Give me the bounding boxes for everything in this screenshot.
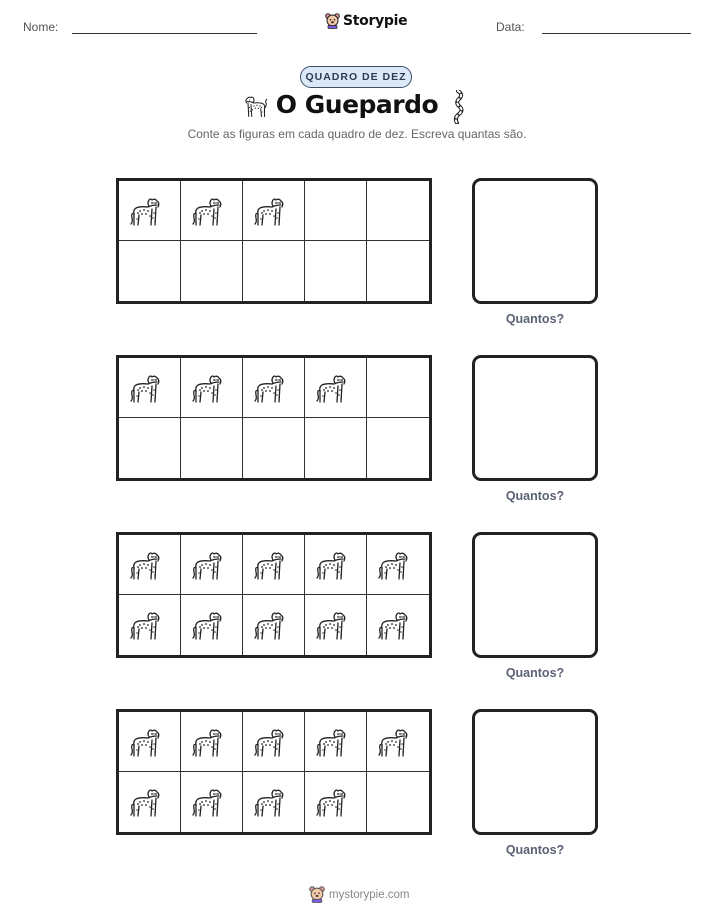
ten-frame-cell xyxy=(305,535,367,595)
ten-frame-cell xyxy=(305,358,367,418)
cheetah-tail-icon xyxy=(451,90,465,124)
cheetah-icon xyxy=(254,192,294,230)
ten-frame-cell xyxy=(181,418,243,478)
cheetah-icon xyxy=(130,783,170,821)
ten-frame-cell xyxy=(243,181,305,241)
cheetah-icon xyxy=(130,606,170,644)
ten-frame-cell xyxy=(119,418,181,478)
footer-url: mystorypie.com xyxy=(329,888,410,901)
answer-label: Quantos? xyxy=(505,843,565,857)
ten-frame-cell xyxy=(367,595,429,655)
brand-name: Storypie xyxy=(343,13,408,29)
ten-frame-cell xyxy=(119,772,181,832)
ten-frame-cell xyxy=(305,772,367,832)
ten-frame-cell xyxy=(181,772,243,832)
answer-box[interactable] xyxy=(472,709,598,835)
cheetah-icon xyxy=(254,546,294,584)
ten-frame-cell xyxy=(119,712,181,772)
answer-label: Quantos? xyxy=(505,489,565,503)
ten-frame-cell xyxy=(119,595,181,655)
answer-label: Quantos? xyxy=(505,312,565,326)
ten-frame-cell xyxy=(243,358,305,418)
ten-frame-cell xyxy=(367,535,429,595)
ten-frame-cell xyxy=(367,772,429,832)
ten-frame-cell xyxy=(181,712,243,772)
cheetah-icon xyxy=(254,723,294,761)
worksheet-title xyxy=(0,90,714,119)
footer xyxy=(309,886,410,903)
storypie-bear-logo-icon xyxy=(325,13,340,29)
date-line[interactable] xyxy=(542,33,691,34)
ten-frame-cell xyxy=(305,418,367,478)
ten-frame-cell xyxy=(367,418,429,478)
ten-frame xyxy=(116,709,432,835)
ten-frame-cell xyxy=(181,595,243,655)
ten-frame-cell xyxy=(305,595,367,655)
ten-frame-cell xyxy=(305,712,367,772)
cheetah-icon xyxy=(192,723,232,761)
instructions: Conte as figuras em cada quadro de dez. Escreva quantas são. xyxy=(187,127,527,141)
ten-frame xyxy=(116,355,432,481)
ten-frame-cell xyxy=(181,358,243,418)
cheetah-icon xyxy=(254,369,294,407)
ten-frame-cell xyxy=(119,181,181,241)
cheetah-icon xyxy=(378,723,418,761)
ten-frame-cell xyxy=(119,358,181,418)
cheetah-icon xyxy=(192,783,232,821)
cheetah-icon xyxy=(130,369,170,407)
storypie-bear-logo-icon xyxy=(309,886,325,903)
title-text: O Guepardo xyxy=(275,90,439,119)
ten-frame xyxy=(116,532,432,658)
ten-frame-cell xyxy=(367,181,429,241)
answer-box[interactable] xyxy=(472,532,598,658)
ten-frame-cell xyxy=(181,535,243,595)
ten-frame-cell xyxy=(119,241,181,301)
cheetah-icon xyxy=(254,783,294,821)
ten-frame-cell xyxy=(305,241,367,301)
ten-frame-cell xyxy=(181,241,243,301)
worksheet-type-badge: QUADRO DE DEZ xyxy=(300,66,412,88)
cheetah-icon xyxy=(378,546,418,584)
ten-frame-cell xyxy=(119,535,181,595)
ten-frame-cell xyxy=(243,241,305,301)
cheetah-icon xyxy=(192,369,232,407)
cheetah-icon xyxy=(378,606,418,644)
cheetah-icon xyxy=(316,369,356,407)
ten-frame-cell xyxy=(367,358,429,418)
ten-frame xyxy=(116,178,432,304)
name-line[interactable] xyxy=(72,33,257,34)
cheetah-icon xyxy=(316,546,356,584)
cheetah-icon xyxy=(192,606,232,644)
ten-frame-cell xyxy=(243,418,305,478)
ten-frame-cell xyxy=(243,595,305,655)
cheetah-icon xyxy=(130,546,170,584)
ten-frame-cell xyxy=(243,535,305,595)
cheetah-icon xyxy=(316,783,356,821)
cheetah-icon xyxy=(130,723,170,761)
ten-frame-cell xyxy=(243,712,305,772)
answer-label: Quantos? xyxy=(505,666,565,680)
date-label: Data: xyxy=(496,20,525,34)
ten-frame-cell xyxy=(243,772,305,832)
cheetah-icon xyxy=(192,546,232,584)
cheetah-icon xyxy=(316,723,356,761)
cheetah-icon xyxy=(316,606,356,644)
ten-frame-cell xyxy=(305,181,367,241)
name-label: Nome: xyxy=(23,20,59,34)
ten-frame-cell xyxy=(181,181,243,241)
answer-box[interactable] xyxy=(472,178,598,304)
answer-box[interactable] xyxy=(472,355,598,481)
cheetah-icon xyxy=(130,192,170,230)
ten-frame-cell xyxy=(367,241,429,301)
ten-frame-cell xyxy=(367,712,429,772)
cheetah-icon xyxy=(192,192,232,230)
brand-logo xyxy=(325,13,407,29)
cheetah-icon xyxy=(254,606,294,644)
